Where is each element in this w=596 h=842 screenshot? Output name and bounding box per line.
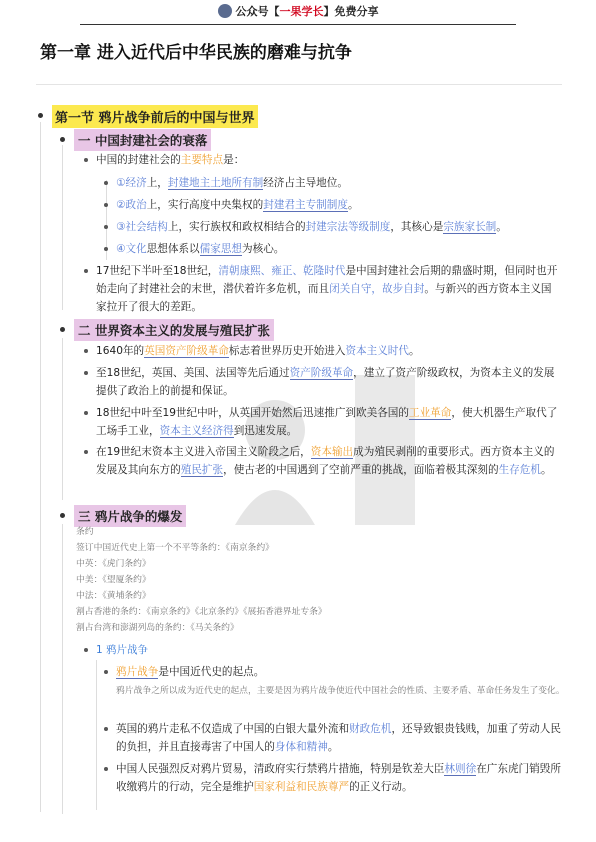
title-divider [36,84,562,85]
header-bracket-open: 【 [268,5,280,18]
treaty-line: 中美：《望厦条约》 [76,575,151,585]
note: 鸦片战争之所以成为近代史的起点，主要是因为鸦片战争使近代中国社会的性质、主要矛盾、革命任务发生了变化。 [116,686,565,696]
tree-line-part1 [96,660,97,810]
highlight: ③社会结构 [116,221,168,233]
text: 的正义行动。 [349,781,413,793]
text: ，建立了资产阶级政权，为资本主义的发展提供了政治上的前提和保证。 [96,367,555,397]
tree-line-sub3 [62,524,63,814]
header-divider [80,24,516,25]
bullet [84,648,88,652]
list-item [84,342,560,360]
list-item [104,663,564,681]
text: ，使大机器生产取代了工场手工业， [96,407,558,437]
text: 中国人民强烈反对鸦片贸易，清政府实行禁鸦片措施，特别是钦差大臣 [116,763,445,775]
keyword: 林则徐 [444,763,477,775]
text: 上，实行高度中央集权的 [146,199,264,211]
text: 在广东虎门销毁所收缴鸦片的行动，完全是维护 [116,763,561,793]
text: 为核心。 [242,243,285,255]
highlight: ②政治 [116,199,147,211]
text: 。与新兴的西方资本主义国家拉开了很大的差距。 [96,283,552,313]
bullet [84,349,88,353]
text: 。 [327,741,339,753]
bullet [84,371,88,375]
highlight: 资本主义时代 [345,345,409,357]
header-prefix: 公众号 [235,5,269,18]
brand-header [0,0,596,24]
header-name: 一果学长 [279,5,324,18]
bullet [104,670,108,674]
text: 。 [409,345,420,357]
text: 。 [540,464,552,476]
text: 成为殖民剥削的重要形式。西方资本主义的发展及其向东方的 [96,446,555,476]
list-item [84,262,560,316]
text: 经济占主导地位。 [263,177,348,189]
list-item [104,720,564,756]
text: ，其核心是 [390,221,444,233]
keyword: 封建宗法等级制度 [305,221,391,233]
page-title: 第一章 进入近代后中华民族的磨难与抗争 [40,43,352,63]
bullet [60,513,65,518]
keyword: 英国资产阶级革命 [144,345,229,357]
header-suffix: 免费分享 [334,5,379,18]
bullet [84,269,88,273]
keyword: 封建地主土地所有制 [167,177,264,189]
treaty-line: 中英：《虎门条约》 [76,559,151,569]
bullet [38,113,43,118]
bullet [104,247,108,251]
bullet [60,137,65,142]
text: ，使古老的中国遇到了空前严重的挑战，面临着极其深刻的 [223,464,499,476]
list-item [84,443,560,479]
bullet [104,225,108,229]
keyword: 资本主义经济得 [159,425,234,437]
text: 是中国封建社会后期的鼎盛时期，但同时也开始走向了封建社会的末世，潜伏着许多危机，而且 [96,265,558,295]
list-item [104,760,564,796]
text: 至18世纪，英国、美国、法国等先后通过 [96,367,290,379]
bullet [84,411,88,415]
treaty-line: 条约 [76,527,94,537]
header-bracket-close: 】 [323,5,335,18]
section-title: 第一节 鸦片战争前后的中国与世界 [52,105,258,128]
highlight: ④文化 [116,243,147,255]
text: 中国的封建社会的 [96,154,181,166]
bullet [104,203,108,207]
text: 上， [146,177,168,189]
highlight: ①经济 [116,177,147,189]
bullet [104,727,108,731]
text: 是： [223,154,245,166]
text: 1640年的 [96,345,145,357]
highlight: 生存危机 [498,464,541,476]
keyword: 鸦片战争 [116,666,159,678]
list-item [84,151,564,169]
list-item [84,404,560,440]
highlight: 闭关自守，故步自封 [329,283,425,295]
list-item [104,196,564,214]
tree-line-sub1 [62,145,63,310]
text: 思想体系以 [146,243,200,255]
highlight: 财政危机 [349,723,392,735]
bullet [84,450,88,454]
keyword: 资产阶级革命 [289,367,354,379]
list-item [84,364,560,400]
text: 标志着世界历史开始进入 [228,345,346,357]
highlight: 清朝康熙、雍正、乾隆时代 [218,265,346,277]
text: 18世纪中叶至19世纪中叶，从英国开始然后迅速推广到欧美各国的 [96,407,409,419]
tree-line-sub2 [62,338,63,500]
bullet [60,327,65,332]
list-item [104,174,564,192]
part-title: 1 鸦片战争 [96,644,149,656]
treaty-line: 割占香港的条约：《南京条约》《北京条约》《展拓香港界址专条》 [76,607,327,617]
treaty-line: 中法：《黄埔条约》 [76,591,151,601]
highlight: 身体和精神 [274,741,328,753]
text: 。 [347,199,359,211]
highlight: 主要特点 [180,154,224,166]
keyword: 资本输出 [310,446,354,458]
bullet [84,158,88,162]
text: 到迅速发展。 [233,425,298,437]
keyword: 殖民扩张 [180,464,224,476]
text: ，还导致银贵钱贱，加重了劳动人民的负担，并且直接毒害了中国人的 [116,723,561,753]
bullet [104,181,108,185]
list-item [104,218,574,236]
highlight: 国家利益和民族尊严 [253,781,350,793]
avatar [218,4,232,18]
keyword: 封建君主专制制度 [263,199,348,211]
keyword: 宗族家长制 [443,221,497,233]
treaty-line: 割占台湾和澎湖列岛的条约：《马关条约》 [76,623,239,633]
text: 。 [496,221,507,233]
subsection-title: 二 世界资本主义的发展与殖民扩张 [74,319,274,341]
bullet [104,767,108,771]
text: 是中国近代史的起点。 [158,666,265,678]
tree-line-level1 [40,122,41,812]
keyword: 工业革命 [409,407,452,419]
text: 英国的鸦片走私不仅造成了中国的白银大量外流和 [116,723,350,735]
subsection-title: 一 中国封建社会的衰落 [74,129,211,151]
treaty-line: 签订中国近代史上第一个不平等条约：《南京条约》 [76,543,274,553]
text: 上，实行族权和政权相结合的 [167,221,306,233]
subsection-title: 三 鸦片战争的爆发 [74,505,186,527]
keyword: 儒家思想 [199,243,243,255]
text: 在19世纪末资本主义进入帝国主义阶段之后， [96,446,311,458]
list-item [104,240,564,258]
text: 17世纪下半叶至18世纪， [96,265,219,277]
